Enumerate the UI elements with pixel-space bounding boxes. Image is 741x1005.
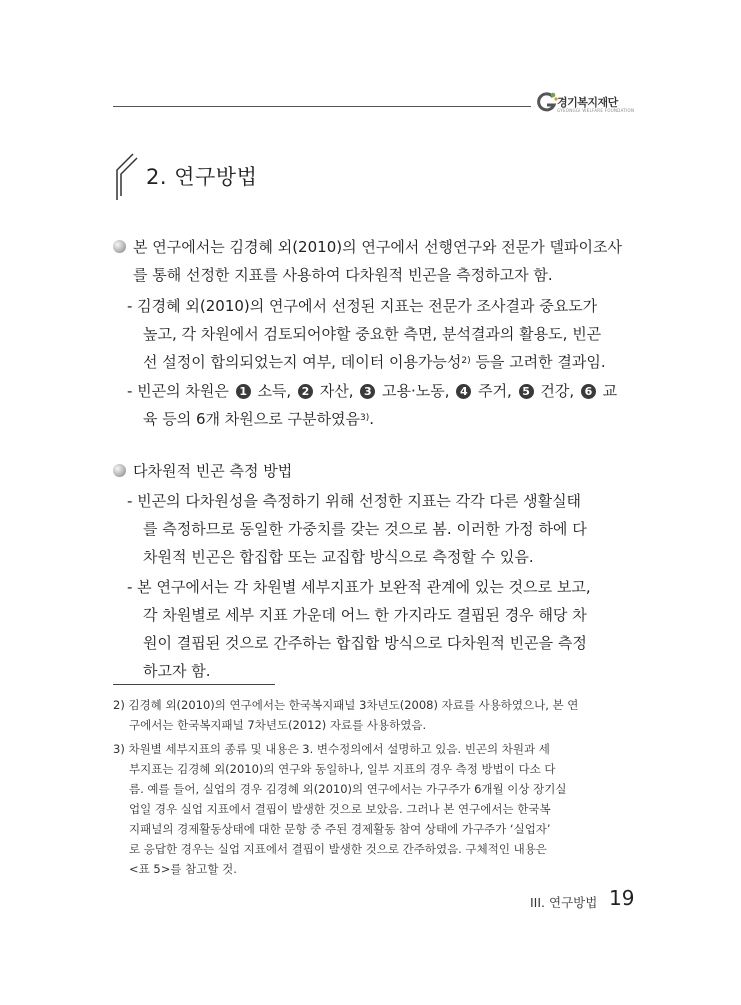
bullet-ball-icon (113, 240, 126, 253)
text-segment: 등을 고려한 결과임. (470, 353, 606, 371)
circled-number: 5 (519, 384, 534, 399)
text-segment: 육 등의 6개 차원으로 구분하였음 (143, 410, 360, 428)
org-logo (536, 91, 635, 117)
text-line: 를 측정하므로 동일한 가중치를 갖는 것으로 봄. 이러한 가정 하에 다 (143, 520, 587, 538)
text-segment: 고용·노동, (377, 382, 455, 400)
text-line: 다차원적 빈곤 측정 방법 (133, 462, 293, 480)
text-segment: 선 설정이 합의되었는지 여부, 데이터 이용가능성 (143, 353, 462, 371)
footnote-line: 3) 차원별 세부지표의 종류 및 내용은 3. 변수정의에서 설명하고 있음. 빈곤의 차원과 세 (113, 742, 550, 756)
text-line: 를 통해 선정한 지표를 사용하여 다차원적 빈곤을 측정하고자 함. (133, 266, 553, 284)
text-line: - 빈곤의 다차원성을 측정하기 위해 선정한 지표는 각각 다른 생활실태 (127, 492, 582, 510)
bullet-ball-icon (113, 464, 126, 477)
footnote-line: <표 5>를 참고할 것. (129, 862, 237, 876)
text-line: 각 차원별로 세부 지표 가운데 어느 한 가지라도 결핍된 경우 해당 차 (143, 606, 587, 624)
text-line: - 본 연구에서는 각 차원별 세부지표가 보완적 관계에 있는 것으로 보고, (127, 578, 591, 596)
org-name: 경기복지재단 (557, 96, 618, 109)
text-line: 원이 결핍된 것으로 간주하는 합집합 방식으로 다차원적 빈곤을 측정 (143, 634, 587, 652)
footnote-line: 구에서는 한국복지패널 7차년도(2012) 자료를 사용하였음. (129, 718, 427, 732)
footnote-line: 2) 김경혜 외(2010)의 연구에서는 한국복지패널 3차년도(2008) 자료를 사용하였으나, 본 연 (113, 698, 579, 712)
footnote-rule (113, 684, 275, 685)
text-segment: 교 (597, 382, 618, 400)
circled-number: 2 (298, 384, 313, 399)
text-segment: 건강, (535, 382, 579, 400)
chapter-label: III. 연구방법 (530, 895, 598, 910)
dimension-list-line (127, 380, 617, 401)
bullet-paragraph (113, 460, 292, 481)
footnote-line: 부지표는 김경혜 외(2010)의 연구와 동일하나, 일부 지표의 경우 측정 방법이 다소 다 (129, 762, 556, 776)
text-line-with-footnote (143, 408, 374, 429)
text-segment: 자산, (314, 382, 359, 400)
text-line: 하고자 함. (143, 662, 211, 680)
text-line: 높고, 각 차원에서 검토되어야할 중요한 측면, 분석결과의 활용도, 빈곤 (143, 325, 602, 343)
header-rule (113, 106, 531, 107)
bullet-paragraph (113, 236, 622, 257)
text-line: - 김경혜 외(2010)의 연구에서 선정된 지표는 전문가 조사결과 중요도가 (127, 297, 598, 315)
footnote-line: 업일 경우 실업 지표에서 결핍이 발생한 것으로 보았음. 그러나 본 연구에서는 한국복 (129, 802, 551, 816)
circled-number: 4 (456, 384, 471, 399)
foundation-logo-icon (536, 91, 558, 113)
circled-number: 1 (236, 384, 251, 399)
section-title: 2. 연구방법 (146, 165, 258, 189)
text-segment: - 빈곤의 차원은 (127, 382, 234, 400)
text-line: 차원적 빈곤은 합집합 또는 교집합 방식으로 측정할 수 있음. (143, 548, 534, 566)
text-segment: 주거, (473, 382, 517, 400)
footnote-ref: 3) (360, 413, 370, 423)
footnote-ref: 2) (461, 356, 471, 366)
text-segment: . (369, 410, 375, 428)
text-line: 본 연구에서는 김경혜 외(2010)의 연구에서 선행연구와 전문가 델파이조사 (133, 238, 622, 256)
footnote-line: 로 응답한 경우는 실업 지표에서 결핍이 발생한 것으로 간주하였음. 구체적인 내용은 (129, 842, 547, 856)
footnote-line: 름. 예를 들어, 실업의 경우 김경혜 외(2010)의 연구에서는 가구주가 6개월 이상 장기실 (129, 782, 567, 796)
circled-number: 6 (581, 384, 596, 399)
circled-number: 3 (360, 384, 375, 399)
footnote-line: 지패널의 경제활동상태에 대한 문항 중 주된 경제활동 참여 상태에 가구주가 ‘실업자’ (129, 822, 551, 836)
text-line-with-footnote (143, 351, 606, 372)
org-subtitle: GYEONGGI WELFARE FOUNDATION (557, 108, 635, 113)
page-number: 19 (609, 886, 635, 910)
text-segment: 소득, (252, 382, 296, 400)
